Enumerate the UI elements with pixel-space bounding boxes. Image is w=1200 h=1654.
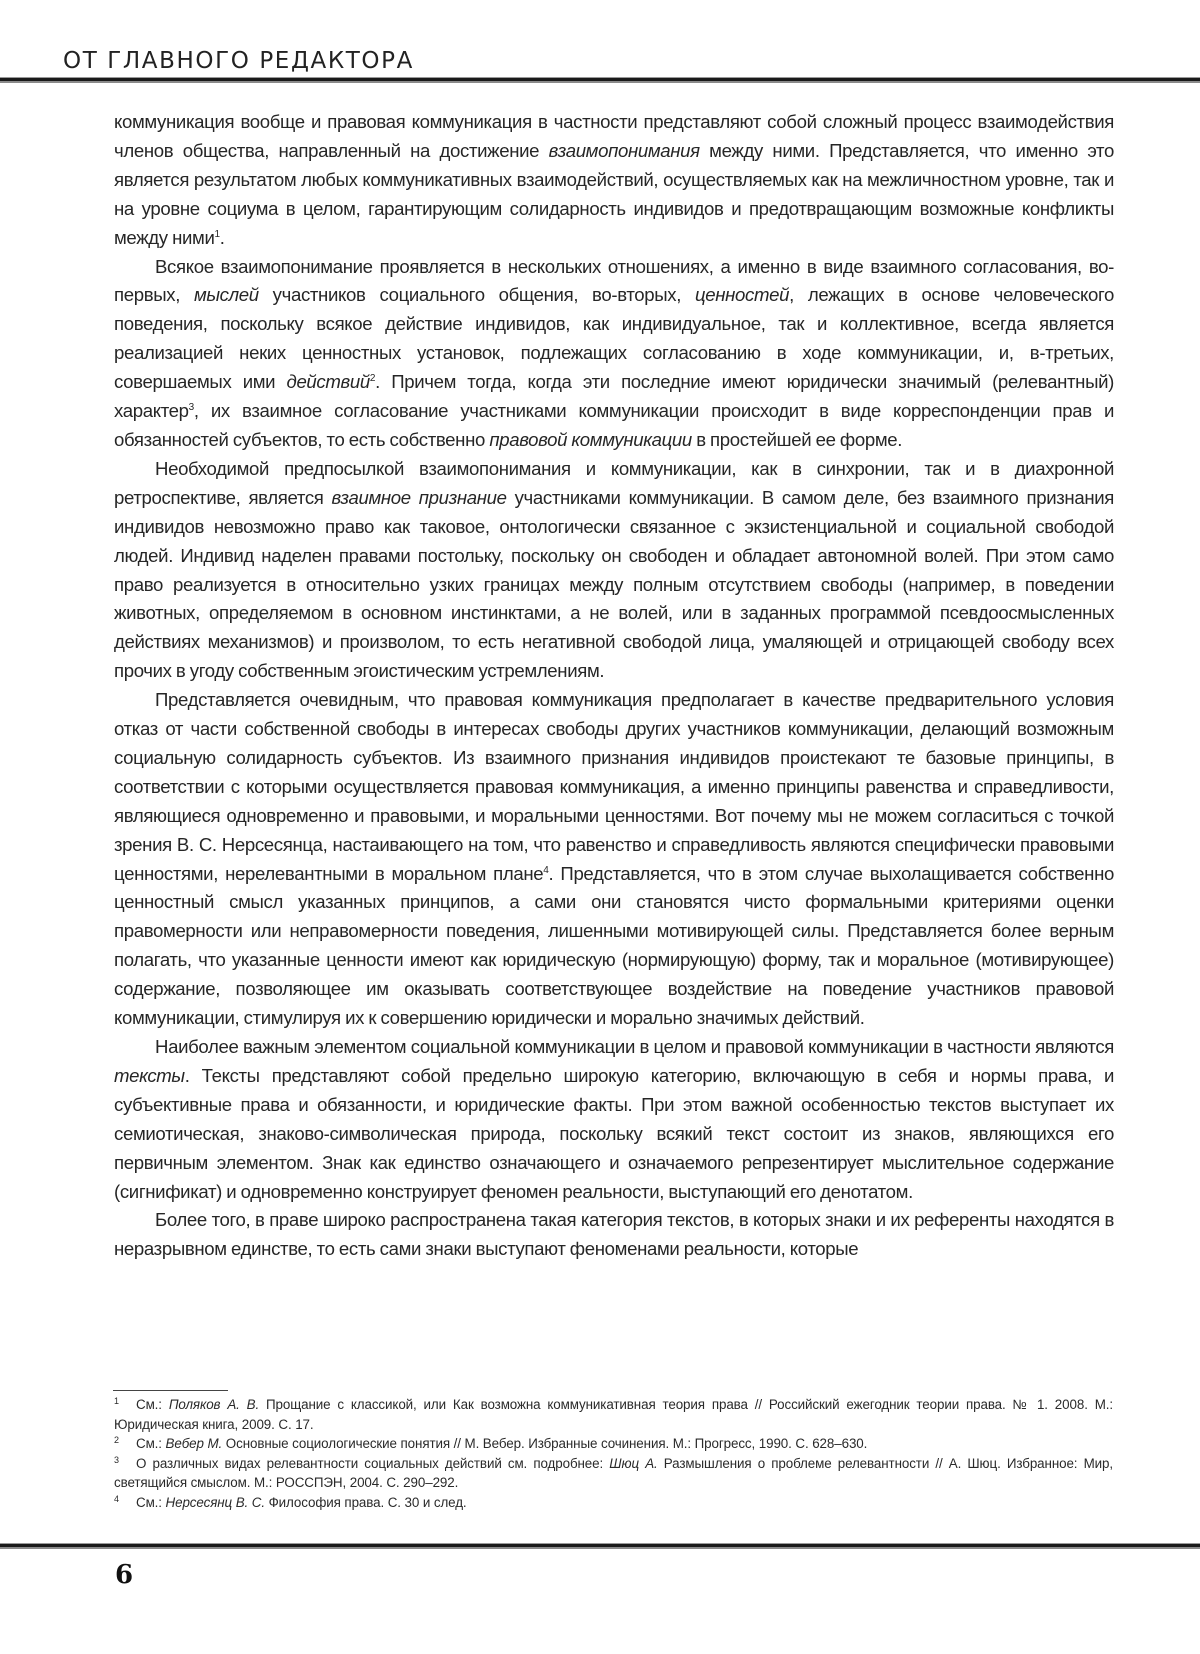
footnote-3: 3 О различных видах релевантности социальных действий см. подробнее: Шюц А. Размышления о проблеме релевантности // А. Шюц. Избранное: Мир, светящийся смыслом. М.: РОССПЭН, 2004. С. 290–292.	[114, 1454, 1113, 1490]
emphasis-term: взаимопонимания	[548, 139, 700, 161]
footnote-author: Нерсесянц В. С.	[165, 1494, 265, 1510]
footnotes	[114, 1395, 1113, 1512]
emphasis-term: взаимное признание	[331, 486, 507, 508]
emphasis-term: ценностей	[694, 284, 790, 306]
paragraph-6: Более того, в праве широко распространена такая категория текстов, в которых знаки и их референты находятся в неразрывном единстве, то есть сами знаки выступают феноменами реальности, которые	[114, 1209, 1114, 1260]
footnote-ref-4[interactable]: 4	[543, 864, 549, 876]
emphasis-term: правовой коммуникации	[489, 428, 692, 450]
running-head-title: ОТ ГЛАВНОГО РЕДАКТОРА	[63, 48, 414, 74]
footnote-ref-2[interactable]: 2	[369, 373, 376, 385]
paragraph-4: Представляется очевидным, что правовая коммуникация предполагает в качестве предварительного условия отказ от части собственной свободы в интересах свободы других участников коммуникации, делающий возможным социальную солидарность субъектов. Из взаимного признания индивидов проистекают те базовые принципы, в соответствии с которыми осуществляется правовая коммуникация, а именно принципы равенства и справедливости, являющиеся одновременно и правовыми, и моральными ценностями. Вот почему мы не можем согласиться с точкой зрения В. С. Нерсесянца, настаивающего на том, что равенство и справедливость являются специфически правовыми ценностями, нерелевантными в моральном плане$^4$. Представляется, что в этом случае выхолащивается собственно ценностный смысл указанных принципов, а сами они становятся чисто формальными критериями оценки правомерности или неправомерности поведения, лишенными мотивирующей силы. Представляется более верным полагать, что указанные ценности имеют как юридическую (нормирующую) форму, так и моральное (мотивирующее) содержание, позволяющее им оказывать соответствующее воздействие на поведение участников правовой коммуникации, стимулируя их к совершению юридически и морально значимых действий.	[114, 689, 1114, 1029]
footnote-ref-3[interactable]: 3	[188, 402, 194, 414]
header-rule	[0, 77, 1200, 83]
paragraph-5: Наиболее важным элементом социальной коммуникации в целом и правовой коммуникации в частности являются тексты. Тексты представляют собой предельно широкую категорию, включающую в себя и нормы права, и субъективные права и обязанности, и юридические факты. При этом важной особенностью текстов выступает их семиотическая, знаково-символическая природа, поскольку всякий текст состоит из знаков, являющихся его первичным элементом. Знак как единство означающего и означаемого репрезентирует мыслительное содержание (сигнификат) и одновременно конструирует феномен реальности, выступающий его денотатом.	[114, 1036, 1114, 1202]
footnote-separator	[113, 1390, 228, 1391]
footnote-author: Поляков А. В.	[168, 1397, 260, 1412]
emphasis-term: тексты	[114, 1064, 185, 1086]
paragraph-1: коммуникация вообще и правовая коммуникация в частности представляют собой сложный процесс взаимодействия членов общества, направленный на достижение взаимопонимания между ними. Представляется, что именно это является результатом любых коммуникативных взаимодействий, осуществляемых как на межличностном уровне, так и на уровне социума в целом, гарантирующим солидарность индивидов и предотвращающим возможные конфликты между ними$^1$.	[114, 111, 1114, 248]
footnote-author: Шюц А.	[609, 1455, 658, 1471]
footnote-ref-1[interactable]: 1	[214, 228, 220, 240]
footnote-4: 4 См.: Нерсесянц В. С. Философия права. С. 30 и след.	[114, 1493, 467, 1510]
emphasis-term: мыслей	[193, 284, 259, 306]
footnote-author: Вебер М.	[165, 1436, 223, 1451]
page-number: 6	[115, 1560, 134, 1590]
paragraph-2: Всякое взаимопонимание проявляется в нескольких отношениях, а именно в виде взаимного согласования, во-первых, мыслей участников социального общения, во-вторых, ценностей, лежащих в основе человеческого поведения, поскольку всякое действие индивидов, как индивидуальное, так и коллективное, всегда является реализацией неких ценностных установок, подлежащих согласованию в ходе коммуникации, и, в-третьих, совершаемых ими действий$^2$. Причем тогда, когда эти последние имеют юридически значимый (релевантный) характер$^3$, их взаимное согласование участниками коммуникации происходит в виде корреспонденции прав и обязанностей субъектов, то есть собственно правовой коммуникации в простейшей ее форме.	[114, 255, 1114, 450]
footnote-2: 2 См.: Вебер М. Основные социологические понятия // М. Вебер. Избранные сочинения. М.: Прогресс, 1990. С. 628–630.	[114, 1435, 868, 1451]
paragraph-3: Необходимой предпосылкой взаимопонимания и коммуникации, как в синхронии, так и в диахронной ретроспективе, является взаимное признание участниками коммуникации. В самом деле, без взаимного признания индивидов невозможно право как таковое, онтологически связанное с экзистенциальной и социальной свободой людей. Индивид наделен правами постольку, поскольку он свободен и обладает автономной волей. При этом само право реализуется в относительно узких границах между полным отсутствием свободы (например, в поведении животных, определяемом в основном инстинктами, а не волей, или в заданных программой псевдоосмысленных действиях механизмов) и произволом, то есть негативной свободой лица, умаляющей и отрицающей свободу всех прочих в угоду собственным эгоистическим устремлениям.	[114, 457, 1114, 682]
footer-rule	[0, 1543, 1200, 1549]
article-body	[114, 108, 1114, 1264]
footnote-1: 1 См.: Поляков А. В. Прощание с классикой, или Как возможна коммуникативная теория права // Российский ежегодник теории права. № 1. 2008. М.: Юридическая книга, 2009. С. 17.	[114, 1396, 1113, 1432]
emphasis-term: действий	[286, 371, 370, 393]
